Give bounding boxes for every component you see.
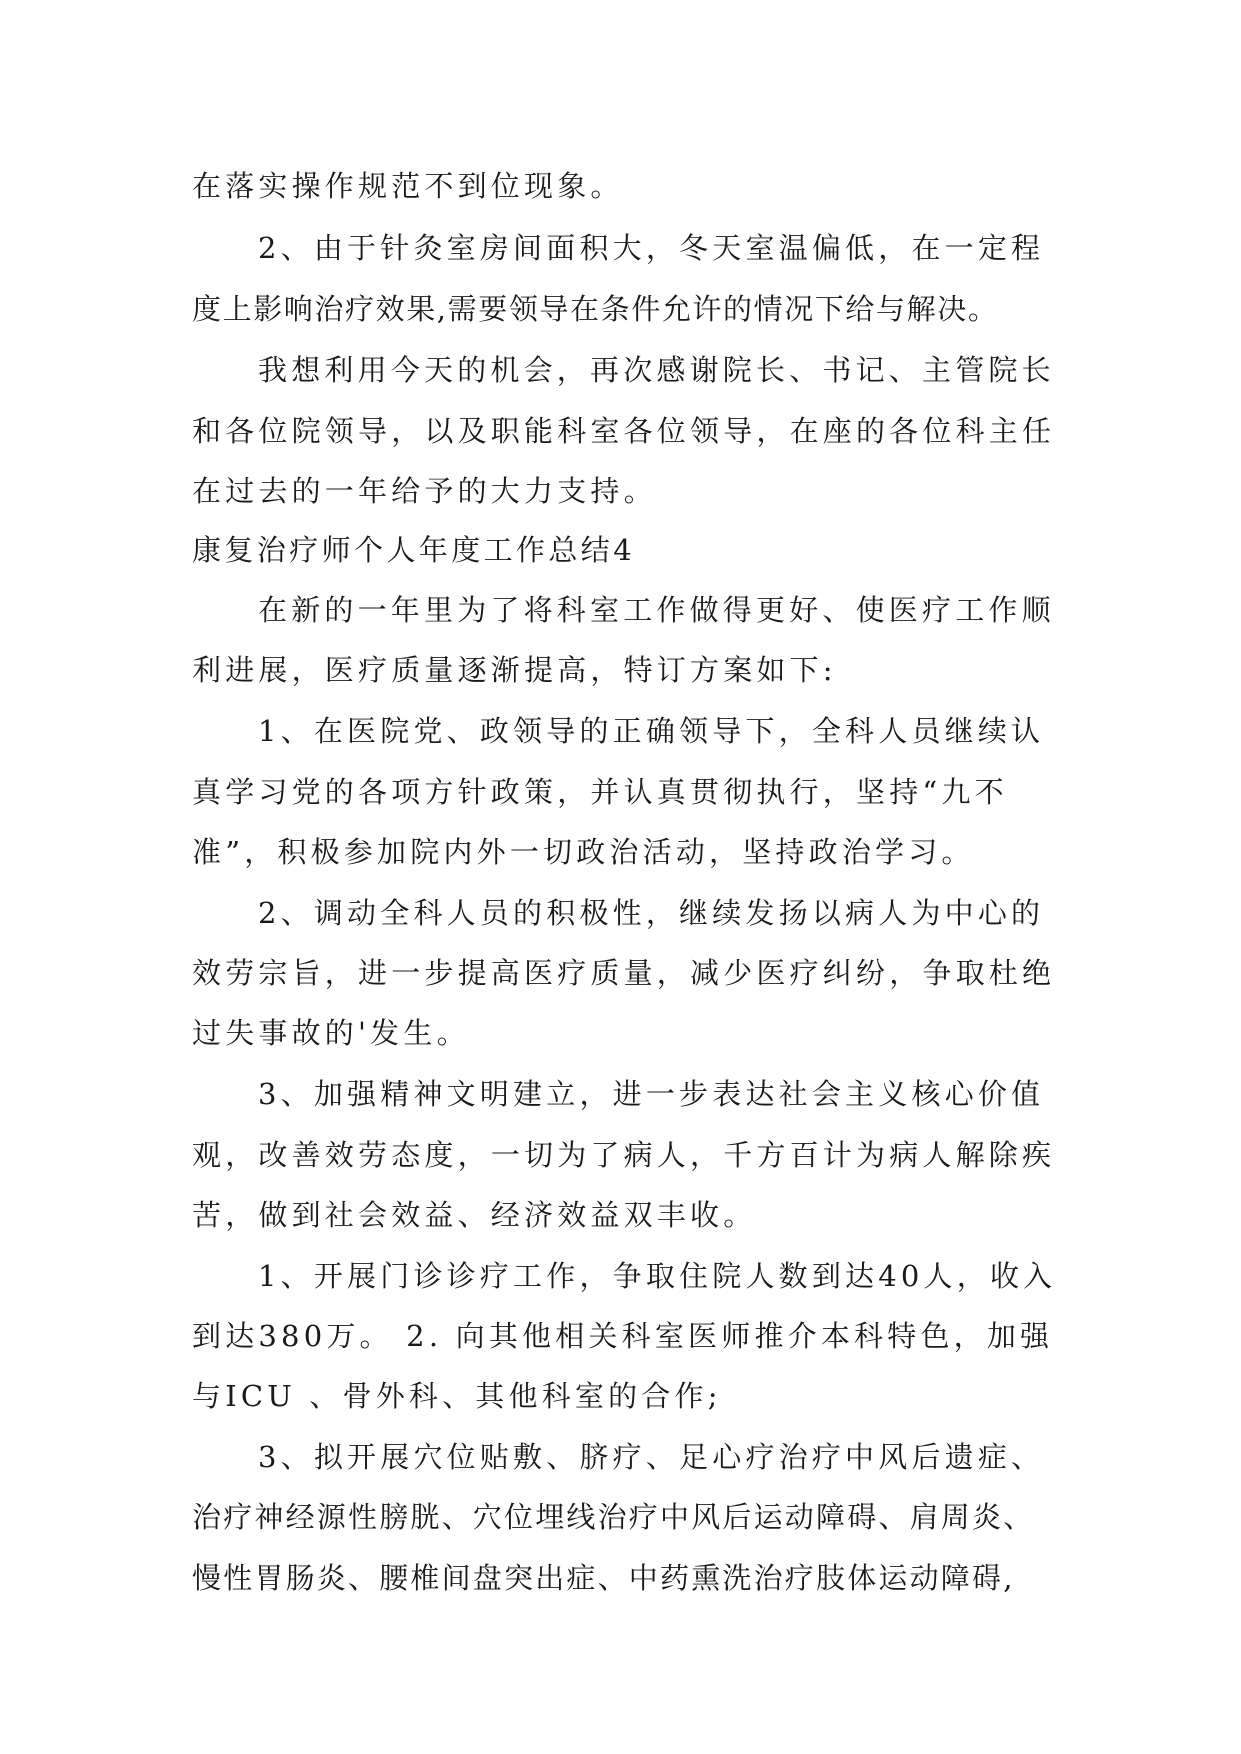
text-line-11: 真学习党的各项方针政策，并认真贯彻执行，坚持“九不 <box>192 775 1008 809</box>
text-line-21: 与ICU 、骨外科、其他科室的合作; <box>192 1379 722 1413</box>
text-line-24: 慢性胃肠炎、腰椎间盘突出症、中药熏洗治疗肢体运动障碍, <box>192 1561 1015 1595</box>
text-line-6: 在过去的一年给予的大力支持。 <box>192 474 657 508</box>
text-line-2: 2、由于针灸室房间面积大，冬天室温偏低，在一定程 <box>258 231 1045 265</box>
text-line-23: 治疗神经源性膀胱、穴位埋线治疗中风后运动障碍、肩周炎、 <box>192 1500 1035 1534</box>
text-line-19: 1、开展门诊诊疗工作，争取住院人数到达40人，收入 <box>258 1259 1057 1293</box>
text-line-15: 过失事故的'发生。 <box>192 1016 470 1050</box>
text-line-22: 3、拟开展穴位贴敷、脐疗、足心疗治疗中风后遗症、 <box>258 1440 1045 1474</box>
text-line-3: 度上影响治疗效果,需要领导在条件允许的情况下给与解决。 <box>192 292 999 326</box>
text-line-20: 到达380万。 2. 向其他相关科室医师推介本科特色，加强 <box>192 1319 1054 1353</box>
text-line-13: 2、调动全科人员的积极性，继续发扬以病人为中心的 <box>258 896 1045 930</box>
text-line-10: 1、在医院党、政领导的正确领导下，全科人员继续认 <box>258 714 1045 748</box>
text-line-12: 准”，积极参加院内外一切政治活动，坚持政治学习。 <box>192 835 975 869</box>
text-line-1: 在落实操作规范不到位现象。 <box>192 169 624 203</box>
text-line-14: 效劳宗旨，进一步提高医疗质量，减少医疗纠纷，争取杜绝 <box>192 956 1056 990</box>
text-line-9: 利进展，医疗质量逐渐提高，特订方案如下: <box>192 653 837 687</box>
text-line-17: 观，改善效劳态度，一切为了病人，千方百计为病人解除疾 <box>192 1138 1056 1172</box>
text-line-16: 3、加强精神文明建立，进一步表达社会主义核心价值 <box>258 1077 1045 1111</box>
text-line-5: 和各位院领导，以及职能科室各位领导，在座的各位科主任 <box>192 414 1056 448</box>
text-line-4: 我想利用今天的机会，再次感谢院长、书记、主管院长 <box>258 353 1055 387</box>
section-heading: 康复治疗师个人年度工作总结4 <box>192 533 636 567</box>
text-line-18: 苦，做到社会效益、经济效益双丰收。 <box>192 1198 757 1232</box>
text-line-8: 在新的一年里为了将科室工作做得更好、使医疗工作顺 <box>258 593 1055 627</box>
